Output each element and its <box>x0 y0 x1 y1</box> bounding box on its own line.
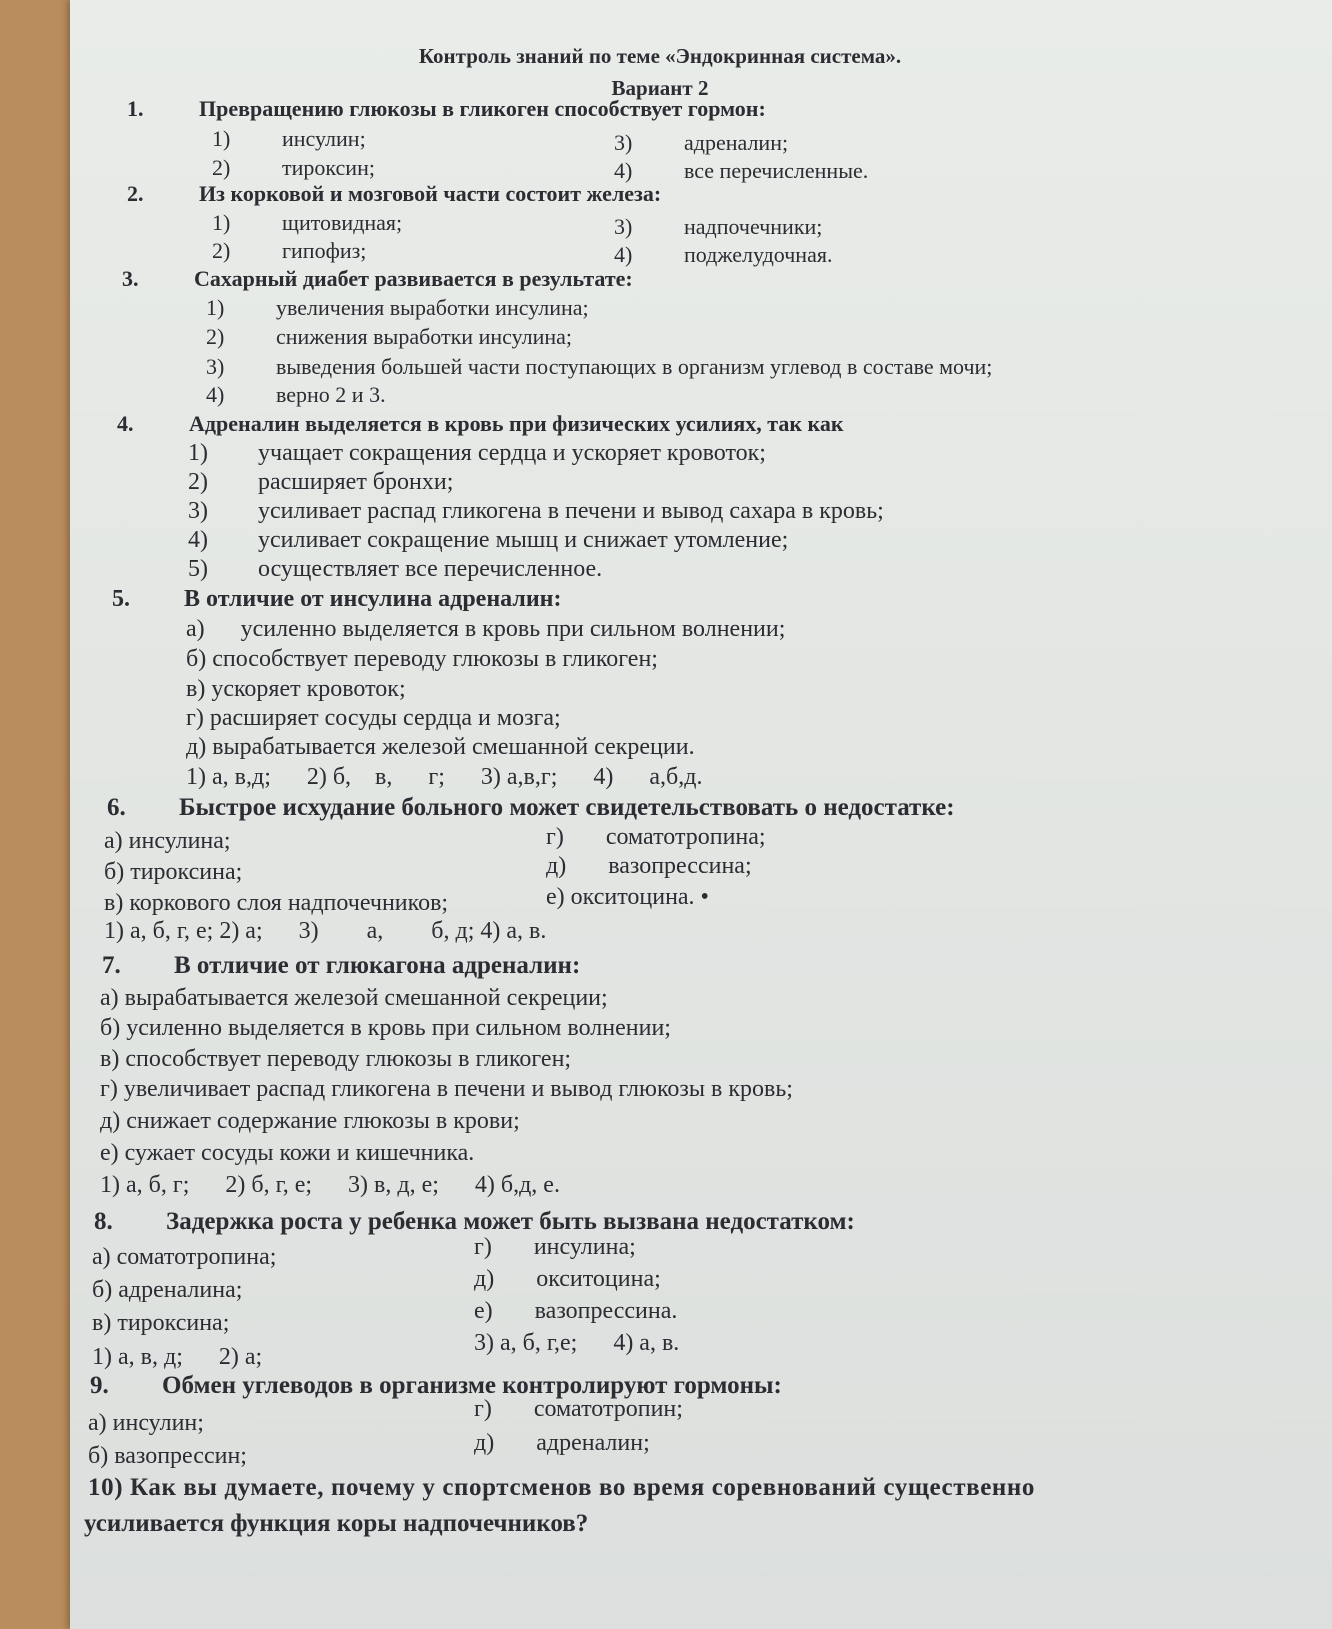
option: д) адреналин; <box>474 1430 650 1456</box>
option: д) вазопрессина; <box>546 853 752 879</box>
answer-choices: 1) а, в,д; 2) б, в, г; 3) а,в,г; 4) а,б,д. <box>186 764 703 790</box>
option: д) снижает содержание глюкозы в крови; <box>100 1108 520 1134</box>
option-number: 5) <box>188 556 208 582</box>
question-text: Из корковой и мозговой части состоит железа: <box>199 181 662 206</box>
question-number: 5. <box>112 586 130 612</box>
question-text: Быстрое исхудание больного может свидетельствовать о недостатке: <box>179 794 955 821</box>
option <box>614 214 822 240</box>
option-text: гипофиз; <box>282 238 367 263</box>
question-number: 8. <box>94 1208 113 1235</box>
question-6 <box>107 794 955 822</box>
question-text: Обмен углеводов в организме контролируют гормоны: <box>162 1372 782 1399</box>
option-text: надпочечники; <box>684 214 823 239</box>
option-number: 3) <box>188 498 208 524</box>
option <box>188 440 766 467</box>
option: б) усиленно выделяется в кровь при сильном волнении; <box>100 1015 671 1041</box>
option-text: расширяет бронхи; <box>258 469 454 495</box>
option-number: 4) <box>614 158 633 183</box>
question-number: 9. <box>90 1372 109 1399</box>
option-text: усиливает распад гликогена в печени и вывод сахара в кровь; <box>258 498 884 524</box>
option-text: увеличения выработки инсулина; <box>276 295 589 320</box>
option-text: верно 2 и 3. <box>276 382 386 407</box>
question-text: Адреналин выделяется в кровь при физических усилиях, так как <box>189 411 844 436</box>
option: д) вырабатывается железой смешанной секреции. <box>186 734 695 760</box>
option: в) тироксина; <box>92 1310 230 1336</box>
question-number: 7. <box>102 952 121 979</box>
option-number: 1) <box>212 210 231 235</box>
question-text: Превращению глюкозы в гликоген способствует гормон: <box>199 96 766 121</box>
option-number: 1) <box>206 295 225 320</box>
option-text: инсулин; <box>282 126 366 151</box>
option: а) вырабатывается железой смешанной секреции; <box>100 985 608 1011</box>
question-4 <box>117 411 844 437</box>
option-number: 4) <box>188 527 208 553</box>
option: в) ускоряет кровоток; <box>186 676 406 702</box>
option-number: 2) <box>212 155 231 180</box>
option <box>188 527 788 554</box>
option-text: адреналин; <box>684 130 789 155</box>
option-text: осуществляет все перечисленное. <box>258 556 603 582</box>
option: е) сужает сосуды кожи и кишечника. <box>100 1140 475 1166</box>
option <box>206 295 589 321</box>
question-7 <box>102 952 580 980</box>
option-number: 3) <box>206 354 225 379</box>
option: б) тироксина; <box>104 859 243 885</box>
option-number: 3) <box>614 130 633 155</box>
option: г) расширяет сосуды сердца и мозга; <box>186 705 561 731</box>
option-number: 3) <box>614 214 633 239</box>
question-number: 2. <box>127 181 144 206</box>
option <box>188 469 453 496</box>
option: в) способствует переводу глюкозы в гликоген; <box>100 1046 572 1072</box>
option: б) вазопрессин; <box>88 1443 247 1469</box>
option: г) увеличивает распад гликогена в печени и вывод глюкозы в кровь; <box>100 1076 793 1102</box>
option: а) инсулина; <box>104 828 231 854</box>
question-number: 1. <box>127 96 144 121</box>
question-text: В отличие от инсулина адреналин: <box>184 586 562 612</box>
option-number: 4) <box>614 242 633 267</box>
option-text: все перечисленные. <box>684 158 869 183</box>
option <box>206 354 992 380</box>
option-number: 4) <box>206 382 225 407</box>
option <box>212 238 366 264</box>
variant-text: Вариант 2 <box>611 76 709 100</box>
option-number: 2) <box>188 469 208 495</box>
question-3 <box>122 266 633 292</box>
question-text: В отличие от глюкагона адреналин: <box>174 952 581 979</box>
option-number: 2) <box>212 238 231 263</box>
option-number: 1) <box>188 440 208 466</box>
option: г) соматотропин; <box>474 1396 683 1422</box>
question-2 <box>127 181 661 207</box>
question-8 <box>94 1208 855 1236</box>
option <box>212 155 375 181</box>
question-text: Сахарный диабет развивается в результате: <box>194 266 633 291</box>
question-number: 6. <box>107 794 126 821</box>
question-1 <box>127 96 766 122</box>
option: б) способствует переводу глюкозы в гликоген; <box>186 646 658 672</box>
option <box>206 382 386 408</box>
option-number: 1) <box>212 126 231 151</box>
question-number: 3. <box>122 266 139 291</box>
option: е) вазопрессина. <box>474 1298 678 1324</box>
option: а) инсулин; <box>88 1410 204 1436</box>
page-title <box>300 40 1020 104</box>
option <box>206 324 572 350</box>
answer-choices: 1) а, б, г; 2) б, г, е; 3) в, д, е; 4) б,д, е. <box>100 1172 560 1198</box>
answer-choices: 1) а, б, г, е; 2) а; 3) а, б, д; 4) а, в. <box>104 918 547 944</box>
option <box>212 210 402 236</box>
option: б) адреналина; <box>92 1277 243 1303</box>
option-text: снижения выработки инсулина; <box>276 324 573 349</box>
answer-choices: 3) а, б, г,е; 4) а, в. <box>474 1330 680 1356</box>
option <box>614 130 788 156</box>
option: в) коркового слоя надпочечников; <box>104 890 449 916</box>
option <box>614 242 832 268</box>
option-text: щитовидная; <box>282 210 403 235</box>
option-text: тироксин; <box>282 155 375 180</box>
option: г) соматотропина; <box>546 824 766 850</box>
answer-choices: 1) а, в, д; 2) а; <box>92 1344 263 1370</box>
question-number: 4. <box>117 411 134 436</box>
title-text: Контроль знаний по теме «Эндокринная система». <box>418 44 902 68</box>
option-text: учащает сокращения сердца и ускоряет кровоток; <box>258 440 766 466</box>
option <box>188 556 602 583</box>
question-text: Задержка роста у ребенка может быть вызвана недостатком: <box>166 1208 855 1235</box>
option: а) усиленно выделяется в кровь при сильном волнении; <box>186 616 786 642</box>
option: г) инсулина; <box>474 1234 636 1260</box>
option <box>188 498 884 525</box>
option <box>212 126 366 152</box>
question-10-line1: 10) Как вы думаете, почему у спортсменов во время соревнований существенно <box>88 1474 1036 1501</box>
option: д) окситоцина; <box>474 1266 661 1292</box>
option-text: выведения большей части поступающих в организм углевод в составе мочи; <box>276 354 993 379</box>
option-number: 2) <box>206 324 225 349</box>
option: а) соматотропина; <box>92 1244 277 1270</box>
question-10-line2: усиливается функция коры надпочечников? <box>84 1510 589 1537</box>
option-text: поджелудочная. <box>684 242 833 267</box>
option-text: усиливает сокращение мышц и снижает утомление; <box>258 527 789 553</box>
question-5 <box>112 586 561 613</box>
option: е) окситоцина. • <box>546 884 709 910</box>
